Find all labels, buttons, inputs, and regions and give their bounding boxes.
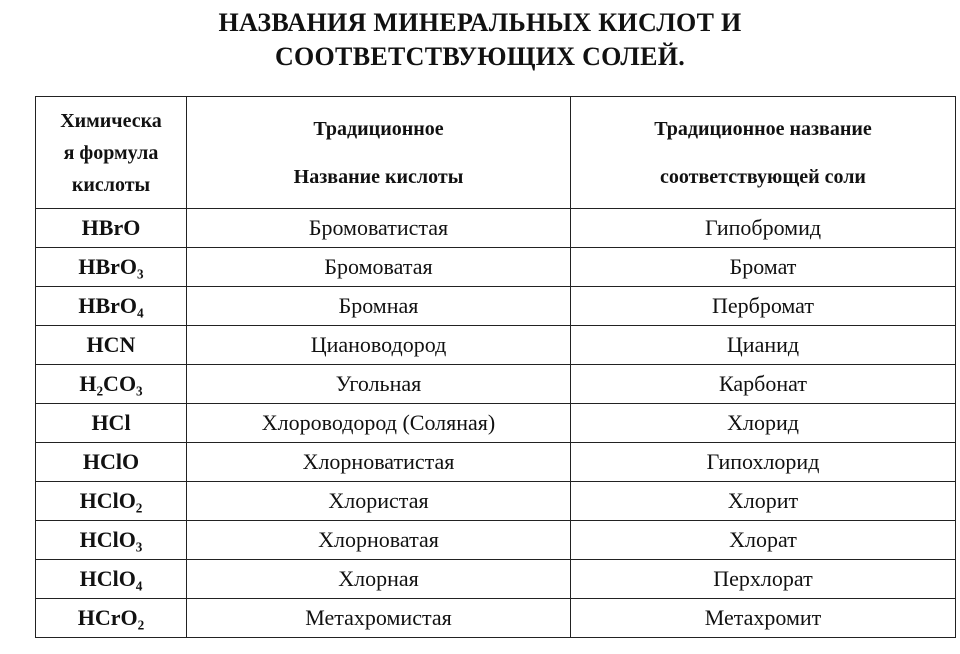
table-row [36, 248, 956, 287]
formula-cell: HCN [36, 326, 187, 365]
header-salt-line-2: соответствующей соли [660, 165, 866, 188]
table-row [36, 599, 956, 638]
formula-cell: HCrO₂ [36, 599, 187, 638]
salt-name-cell: Гипобромид [571, 209, 956, 248]
salt-name-cell: Хлорат [571, 521, 956, 560]
table-row [36, 443, 956, 482]
formula-cell: HClO₄ [36, 560, 187, 599]
acid-name-cell: Хлорноватая [187, 521, 571, 560]
acid-name-cell: Хлорноватистая [187, 443, 571, 482]
formula-cell: H₂CO₃ [36, 365, 187, 404]
salt-name-cell: Карбонат [571, 365, 956, 404]
page-title [0, 6, 960, 74]
table-row [36, 326, 956, 365]
table-row [36, 521, 956, 560]
formula-cell: HClO₃ [36, 521, 187, 560]
header-formula [36, 97, 187, 209]
header-acid-name [187, 97, 571, 209]
table-row [36, 482, 956, 521]
acids-salts-table [35, 96, 956, 638]
formula-cell: HBrO₄ [36, 287, 187, 326]
table-header-row [36, 97, 956, 209]
formula-cell: HBrO₃ [36, 248, 187, 287]
table-row [36, 287, 956, 326]
formula-cell: HCl [36, 404, 187, 443]
table-row [36, 209, 956, 248]
formula-cell: HBrO [36, 209, 187, 248]
table-row [36, 404, 956, 443]
salt-name-cell: Хлорид [571, 404, 956, 443]
header-formula-line-1: Химическа [60, 109, 162, 132]
acid-name-cell: Бромоватая [187, 248, 571, 287]
acid-name-cell: Бромная [187, 287, 571, 326]
acid-name-cell: Хлористая [187, 482, 571, 521]
salt-name-cell: Бромат [571, 248, 956, 287]
acid-name-cell: Бромоватистая [187, 209, 571, 248]
page-title-line-2: СООТВЕТСТВУЮЩИХ СОЛЕЙ. [274, 42, 686, 71]
salt-name-cell: Пербромат [571, 287, 956, 326]
acid-name-cell: Хлорная [187, 560, 571, 599]
salt-name-cell: Метахромит [571, 599, 956, 638]
header-formula-line-2: я формула [63, 141, 159, 164]
salt-name-cell: Гипохлорид [571, 443, 956, 482]
acid-name-cell: Хлороводород (Соляная) [187, 404, 571, 443]
acid-name-cell: Циановодород [187, 326, 571, 365]
header-salt-name [571, 97, 956, 209]
acid-name-cell: Угольная [187, 365, 571, 404]
salt-name-cell: Цианид [571, 326, 956, 365]
salt-name-cell: Хлорит [571, 482, 956, 521]
header-acid-line-2: Название кислоты [293, 165, 464, 188]
formula-cell: HClO [36, 443, 187, 482]
header-acid-line-1: Традиционное [313, 117, 444, 140]
formula-cell: HClO₂ [36, 482, 187, 521]
page-title-line-1: НАЗВАНИЯ МИНЕРАЛЬНЫХ КИСЛОТ И [218, 8, 742, 37]
header-salt-line-1: Традиционное название [654, 117, 872, 140]
table-row [36, 560, 956, 599]
header-formula-line-3: кислоты [71, 173, 151, 196]
table-row [36, 365, 956, 404]
salt-name-cell: Перхлорат [571, 560, 956, 599]
acid-name-cell: Метахромистая [187, 599, 571, 638]
